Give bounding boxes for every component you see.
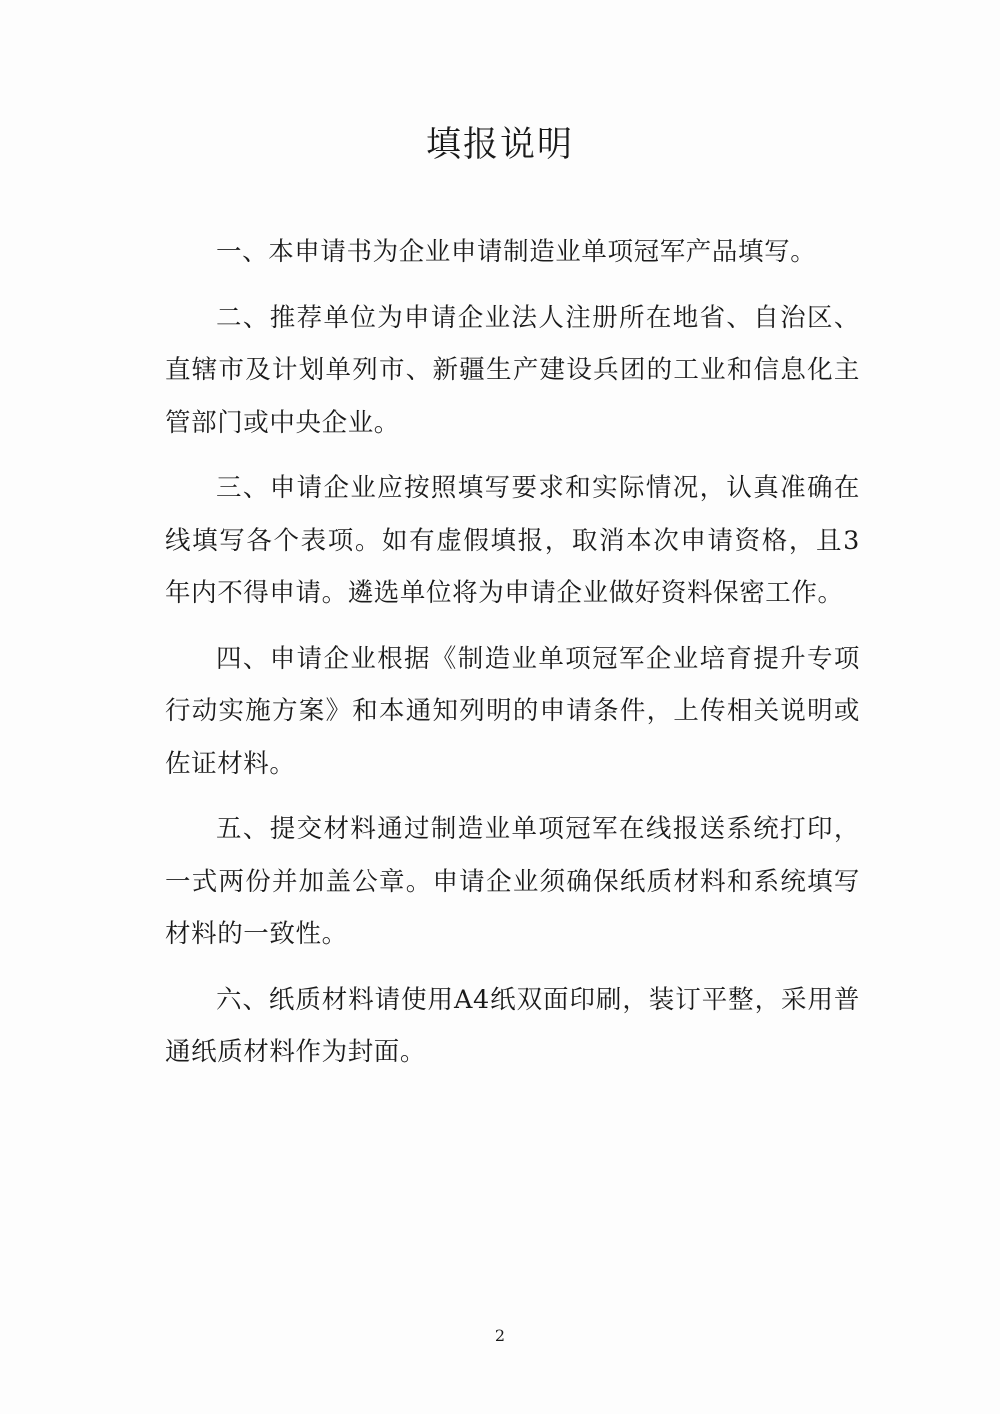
paragraph-3: 三、申请企业应按照填写要求和实际情况，认真准确在线填写各个表项。如有虚假填报，取消本次申请资格，且3年内不得申请。遴选单位将为申请企业做好资料保密工作。	[165, 473, 860, 608]
page-number: 2	[494, 1326, 506, 1345]
paragraph-5: 五、提交材料通过制造业单项冠军在线报送系统打印，一式两份并加盖公章。申请企业须确保纸质材料和系统填写材料的一致性。	[165, 814, 860, 949]
document-body	[165, 226, 860, 1092]
paragraph-2: 二、推荐单位为申请企业法人注册所在地省、自治区、直辖市及计划单列市、新疆生产建设兵团的工业和信息化主管部门或中央企业。	[165, 302, 860, 438]
paragraph-1: 一、本申请书为企业申请制造业单项冠军产品填写。	[216, 237, 817, 267]
paragraph-6: 六、纸质材料请使用A4纸双面印刷，装订平整，采用普通纸质材料作为封面。	[165, 984, 860, 1067]
paragraph-4: 四、申请企业根据《制造业单项冠军企业培育提升专项行动实施方案》和本通知列明的申请条件，上传相关说明或佐证材料。	[165, 643, 860, 779]
document-title: 填报说明	[425, 125, 574, 165]
